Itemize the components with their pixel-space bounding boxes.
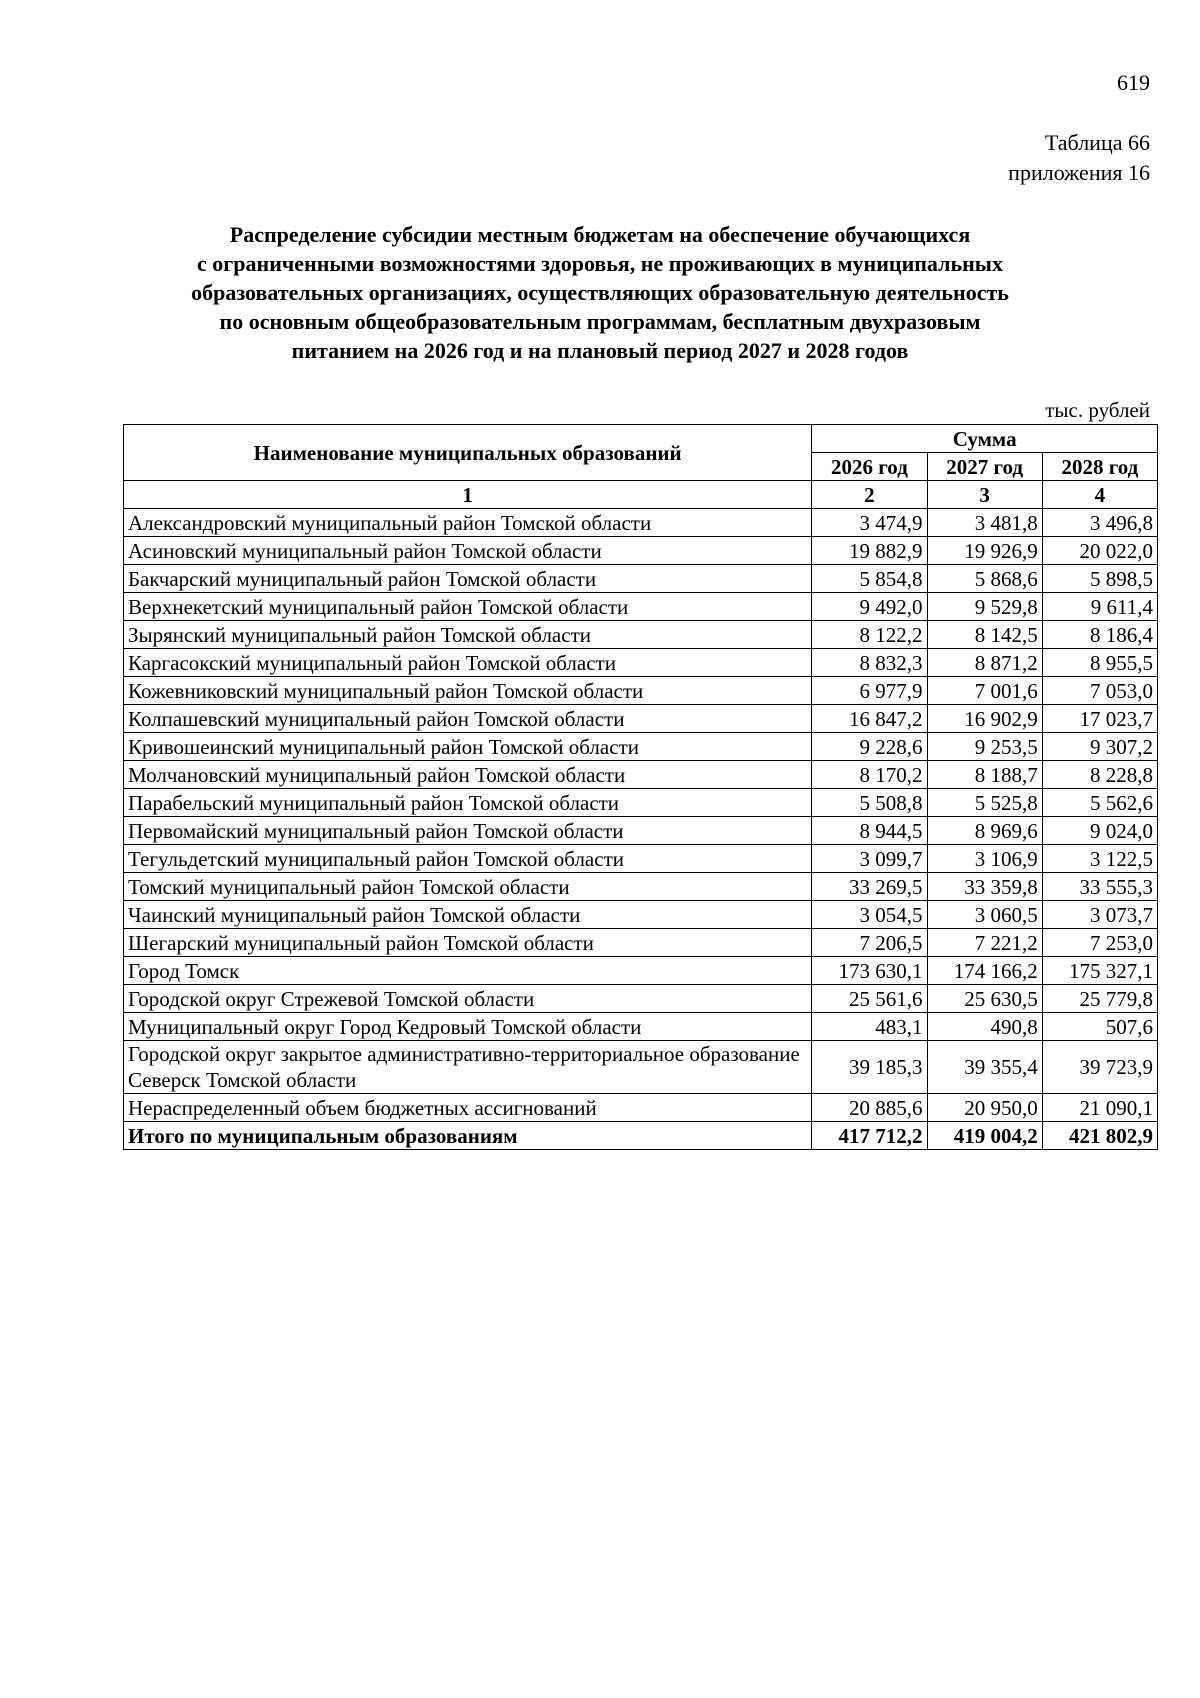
- value-2026: 8 944,5: [812, 817, 927, 845]
- table-row: [124, 761, 1158, 789]
- value-2026: 6 977,9: [812, 677, 927, 705]
- value-2027: 8 142,5: [927, 621, 1042, 649]
- value-2026: 9 228,6: [812, 733, 927, 761]
- value-2028: 25 779,8: [1042, 985, 1157, 1013]
- value-2028: 9 307,2: [1042, 733, 1157, 761]
- value-2027: 3 106,9: [927, 845, 1042, 873]
- value-2028: 9 024,0: [1042, 817, 1157, 845]
- value-2026: 173 630,1: [812, 957, 927, 985]
- document-title-line: с ограниченными возможностями здоровья, не проживающих в муниципальных: [197, 251, 1003, 276]
- table-row: [124, 677, 1158, 705]
- value-2027: 8 188,7: [927, 761, 1042, 789]
- municipality-name: Асиновский муниципальный район Томской области: [124, 537, 812, 565]
- total-2026: 417 712,2: [812, 1122, 927, 1150]
- table-row: [124, 817, 1158, 845]
- value-2027: 7 001,6: [927, 677, 1042, 705]
- document-title-line: по основным общеобразовательным программам, бесплатным двухразовым: [219, 309, 981, 334]
- table-row: [124, 873, 1158, 901]
- header-municipality: Наименование муниципальных образований: [124, 425, 812, 481]
- value-2028: 39 723,9: [1042, 1041, 1157, 1094]
- municipality-name: Александровский муниципальный район Томской области: [124, 509, 812, 537]
- municipality-name: Шегарский муниципальный район Томской области: [124, 929, 812, 957]
- column-index: 1: [124, 481, 812, 509]
- value-2027: 19 926,9: [927, 537, 1042, 565]
- municipality-name: Город Томск: [124, 957, 812, 985]
- value-2027: 25 630,5: [927, 985, 1042, 1013]
- municipality-name: Бакчарский муниципальный район Томской области: [124, 565, 812, 593]
- value-2028: 33 555,3: [1042, 873, 1157, 901]
- value-2027: 20 950,0: [927, 1094, 1042, 1122]
- table-row: [124, 509, 1158, 537]
- value-2028: 17 023,7: [1042, 705, 1157, 733]
- table-row: [124, 593, 1158, 621]
- table-row: [124, 733, 1158, 761]
- value-2026: 3 054,5: [812, 901, 927, 929]
- allocation-table: [123, 424, 1158, 1150]
- value-2026: 25 561,6: [812, 985, 927, 1013]
- value-2027: 9 253,5: [927, 733, 1042, 761]
- document-title: [120, 220, 1080, 365]
- table-row: [124, 537, 1158, 565]
- table-caption-appendix: приложения 16: [1008, 160, 1150, 185]
- value-2028: 7 253,0: [1042, 929, 1157, 957]
- municipality-name: Городской округ закрытое административно-территориальное образование Северск Томской области: [124, 1041, 812, 1094]
- page-number: 619: [1117, 70, 1150, 95]
- value-2028: 8 228,8: [1042, 761, 1157, 789]
- value-2026: 3 474,9: [812, 509, 927, 537]
- value-2027: 5 868,6: [927, 565, 1042, 593]
- document-title-line: Распределение субсидии местным бюджетам на обеспечение обучающихся: [229, 222, 971, 247]
- header-year-2027: 2027 год: [927, 453, 1042, 481]
- table-row: [124, 705, 1158, 733]
- table-total-row: [124, 1122, 1158, 1150]
- value-2026: 8 832,3: [812, 649, 927, 677]
- header-year-2028: 2028 год: [1042, 453, 1157, 481]
- table-row: [124, 621, 1158, 649]
- value-2028: 8 955,5: [1042, 649, 1157, 677]
- municipality-name: Томский муниципальный район Томской области: [124, 873, 812, 901]
- value-2027: 9 529,8: [927, 593, 1042, 621]
- value-2026: 8 122,2: [812, 621, 927, 649]
- table-header-row: [124, 425, 1158, 453]
- table-body: [124, 509, 1158, 1122]
- municipality-name: Кривошеинский муниципальный район Томской области: [124, 733, 812, 761]
- value-2027: 7 221,2: [927, 929, 1042, 957]
- value-2027: 5 525,8: [927, 789, 1042, 817]
- document-title-line: образовательных организациях, осуществляющих образовательную деятельность: [191, 280, 1009, 305]
- table-row: [124, 1013, 1158, 1041]
- table-row: [124, 649, 1158, 677]
- table-row: [124, 789, 1158, 817]
- municipality-name: Кожевниковский муниципальный район Томской области: [124, 677, 812, 705]
- table-row: [124, 565, 1158, 593]
- value-2026: 16 847,2: [812, 705, 927, 733]
- table-row: [124, 957, 1158, 985]
- table-row: [124, 845, 1158, 873]
- table-row: [124, 901, 1158, 929]
- value-2028: 5 562,6: [1042, 789, 1157, 817]
- municipality-name: Парабельский муниципальный район Томской области: [124, 789, 812, 817]
- table-row: [124, 1041, 1158, 1094]
- value-2026: 9 492,0: [812, 593, 927, 621]
- value-2027: 174 166,2: [927, 957, 1042, 985]
- municipality-name: Верхнекетский муниципальный район Томской области: [124, 593, 812, 621]
- table-caption: [1008, 128, 1150, 188]
- value-2027: 8 969,6: [927, 817, 1042, 845]
- value-2028: 3 496,8: [1042, 509, 1157, 537]
- value-2026: 3 099,7: [812, 845, 927, 873]
- value-2028: 21 090,1: [1042, 1094, 1157, 1122]
- value-2026: 5 854,8: [812, 565, 927, 593]
- municipality-name: Городской округ Стрежевой Томской области: [124, 985, 812, 1013]
- document-title-line: питанием на 2026 год и на плановый период 2027 и 2028 годов: [291, 338, 909, 363]
- table-row: [124, 985, 1158, 1013]
- value-2028: 3 122,5: [1042, 845, 1157, 873]
- column-index: 4: [1042, 481, 1157, 509]
- total-2027: 419 004,2: [927, 1122, 1042, 1150]
- value-2026: 19 882,9: [812, 537, 927, 565]
- municipality-name: Колпашевский муниципальный район Томской области: [124, 705, 812, 733]
- total-2028: 421 802,9: [1042, 1122, 1157, 1150]
- municipality-name: Зырянский муниципальный район Томской области: [124, 621, 812, 649]
- value-2027: 16 902,9: [927, 705, 1042, 733]
- value-2027: 490,8: [927, 1013, 1042, 1041]
- column-index: 3: [927, 481, 1042, 509]
- municipality-name: Первомайский муниципальный район Томской области: [124, 817, 812, 845]
- municipality-name: Чаинский муниципальный район Томской области: [124, 901, 812, 929]
- total-label: Итого по муниципальным образованиям: [124, 1122, 812, 1150]
- value-2027: 39 355,4: [927, 1041, 1042, 1094]
- value-2028: 8 186,4: [1042, 621, 1157, 649]
- value-2026: 7 206,5: [812, 929, 927, 957]
- value-2027: 3 060,5: [927, 901, 1042, 929]
- value-2028: 175 327,1: [1042, 957, 1157, 985]
- value-2028: 20 022,0: [1042, 537, 1157, 565]
- value-2026: 5 508,8: [812, 789, 927, 817]
- value-2028: 3 073,7: [1042, 901, 1157, 929]
- municipality-name: Муниципальный округ Город Кедровый Томской области: [124, 1013, 812, 1041]
- value-2028: 5 898,5: [1042, 565, 1157, 593]
- value-2028: 507,6: [1042, 1013, 1157, 1041]
- municipality-name: Каргасокский муниципальный район Томской области: [124, 649, 812, 677]
- value-2028: 7 053,0: [1042, 677, 1157, 705]
- value-2027: 3 481,8: [927, 509, 1042, 537]
- municipality-name: Нераспределенный объем бюджетных ассигнований: [124, 1094, 812, 1122]
- units-label: тыс. рублей: [1045, 398, 1150, 422]
- value-2027: 33 359,8: [927, 873, 1042, 901]
- table-row: [124, 1094, 1158, 1122]
- value-2028: 9 611,4: [1042, 593, 1157, 621]
- value-2027: 8 871,2: [927, 649, 1042, 677]
- table-row: [124, 929, 1158, 957]
- municipality-name: Молчановский муниципальный район Томской области: [124, 761, 812, 789]
- value-2026: 39 185,3: [812, 1041, 927, 1094]
- value-2026: 8 170,2: [812, 761, 927, 789]
- header-year-2026: 2026 год: [812, 453, 927, 481]
- municipality-name: Тегульдетский муниципальный район Томской области: [124, 845, 812, 873]
- value-2026: 20 885,6: [812, 1094, 927, 1122]
- table-index-row: [124, 481, 1158, 509]
- column-index: 2: [812, 481, 927, 509]
- value-2026: 33 269,5: [812, 873, 927, 901]
- header-sum: Сумма: [812, 425, 1158, 453]
- value-2026: 483,1: [812, 1013, 927, 1041]
- table-caption-number: Таблица 66: [1044, 130, 1150, 155]
